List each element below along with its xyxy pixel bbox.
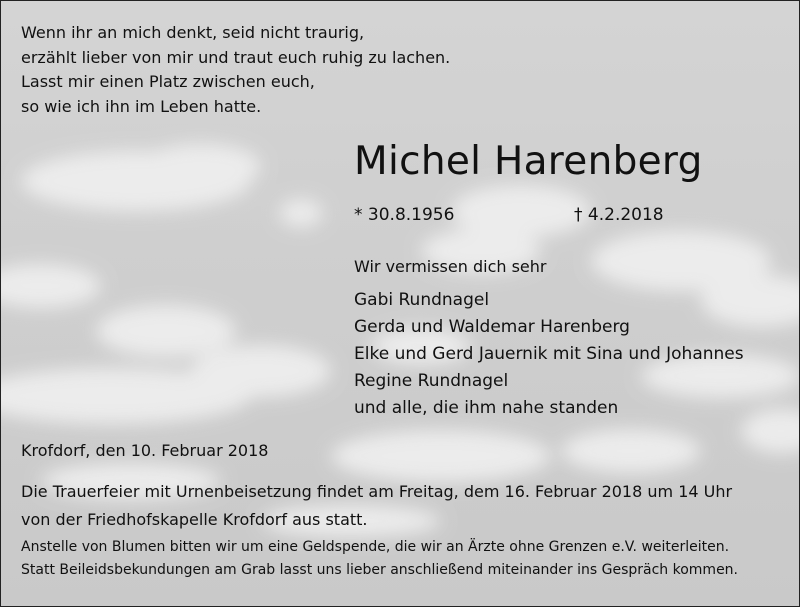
mourner: Regine Rundnagel bbox=[354, 371, 509, 391]
request-line: Statt Beileidsbekundungen am Grab lasst uns lieber anschließend miteinander ins Gespräch kommen. bbox=[21, 562, 739, 578]
death-date: † 4.2.2018 bbox=[574, 205, 664, 225]
poem-verse bbox=[21, 21, 450, 119]
poem-line: so wie ich ihn im Leben hatte. bbox=[21, 96, 262, 116]
poem-line: Wenn ihr an mich denkt, seid nicht traurig, bbox=[21, 23, 365, 42]
mourners-list bbox=[354, 287, 744, 422]
service-line: von der Friedhofskapelle Krofdorf aus statt. bbox=[21, 510, 368, 529]
place-date: Krofdorf, den 10. Februar 2018 bbox=[21, 441, 269, 460]
poem-line: Lasst mir einen Platz zwischen euch, bbox=[21, 72, 315, 91]
mourner: Gabi Rundnagel bbox=[354, 290, 490, 310]
deceased-name: Michel Harenberg bbox=[354, 139, 703, 184]
mourner: Gerda und Waldemar Harenberg bbox=[354, 317, 630, 337]
birth-date: * 30.8.1956 bbox=[354, 205, 455, 225]
family-requests bbox=[21, 536, 738, 582]
mourner: und alle, die ihm nahe standen bbox=[354, 398, 619, 418]
service-line: Die Trauerfeier mit Urnenbeisetzung findet am Freitag, dem 16. Februar 2018 um 14 Uhr bbox=[21, 482, 733, 501]
funeral-service-info bbox=[21, 478, 732, 534]
mourning-line: Wir vermissen dich sehr bbox=[354, 257, 547, 276]
poem-line: erzählt lieber von mir und traut euch ruhig zu lachen. bbox=[21, 47, 451, 67]
request-line: Anstelle von Blumen bitten wir um eine Geldspende, die wir an Ärzte ohne Grenzen e.V. weiterleiten. bbox=[21, 539, 730, 555]
mourner: Elke und Gerd Jauernik mit Sina und Johannes bbox=[354, 344, 744, 364]
